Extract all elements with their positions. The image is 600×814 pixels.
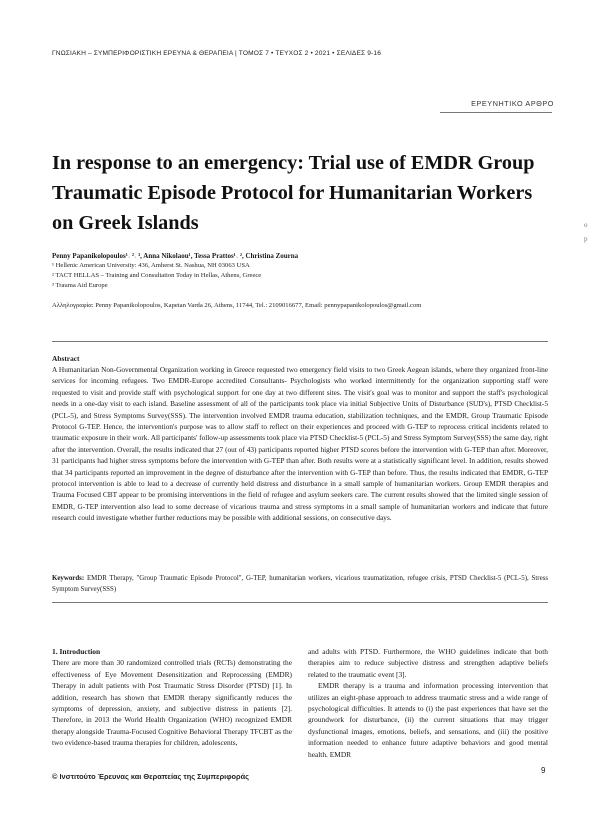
keywords-label: Keywords: [52, 575, 85, 582]
abstract-top-rule [52, 341, 548, 342]
right-column [308, 646, 548, 760]
affiliation: ³ Trauma Aid Europe [52, 282, 108, 289]
affiliation: ² TACT HELLAS – Training and Consultation Today in Hellas, Athens, Greece [52, 272, 262, 279]
abstract-heading: Abstract [52, 354, 80, 363]
keywords-text: EMDR Therapy, "Group Traumatic Episode Protocol", G-TEP, humanitarian workers, vicarious traumatization, refugee crisis, PTSD Checklist-5 (PCL-5), Stress Symptom Survey(SSS) [52, 575, 548, 594]
side-mark: p [584, 235, 588, 243]
correspondence: Αλληλογραφία: Penny Papanikolopoulos, Kapetan Varda 26, Athens, 11744, Tel.: 2109016677, Email: pennypapanikolopoulos@gmail.com [52, 302, 422, 309]
abstract-bottom-rule [52, 602, 548, 603]
left-column [52, 646, 292, 749]
keywords [52, 573, 548, 596]
author-list: Penny Papanikolopoulos¹˒ ²˒ ³, Anna Nikolaou¹, Tessa Prattos¹˒ ², Christina Zourna [52, 252, 299, 260]
abstract-text: A Humanitarian Non-Governmental Organization working in Greece requested two emergency field visits to two Greek Aegean islands, where they organized front-line services for incoming refugees. Two EMDR-Europe accredited Consultants- Psychologists who worked intermittently for the organization supporting staff were requested to visit and provide staff with psychological support for one day at two different sites. The visit's goal was to monitor and support the staff's psychological needs in a one-day visit to each island. Baseline assessment of all of the participants took place via initial Subjective Units of Disturbance (SUD's), PTSD Checklist-5 (PCL-5), and Stress Symptoms Survey(SSS). The intervention involved EMDR trauma education, stabilization techniques, and the EMDR, Group Traumatic Episode Protocol G-TEP. Hence, the intervention's purpose was to allow staff to reflect on their experiences and proceed with G-TEP to reprocess critical incidents related to traumatic exposure in their work. All participants' follow-up assessments took place via PTSD Checklist-5 (PCL-5) and Stress Symptom Survey(SSS) the same day, right after the intervention. Overall, the results indicated that 27 (out of 43) participants reported higher PTSD scores before the intervention with G-TEP than after. Moreover, 31 participants had higher stress symptoms before the intervention with G-TEP than after. Both results were at a statistically significant level. In addition, results showed that 34 participants reported an improvement in the degree of disturbance after the intervention with G-TEP than before. Thus, the results indicated that EMDR, G-TEP protocol intervention is able to lead to a decrease of currently held distress and disturbance in a small sample of humanitarian workers. Group EMDR therapies and Trauma Focused CBT appear to be promising interventions in the field of refugee and asylum seekers care. The current results showed that the limited single session of EMDR, G-TEP intervention also lead to some decrease of vicarious trauma and stress symptoms in a small sample of humanitarian workers and indicate that future research could investigate whether further reductions may be possible with additional sessions, on consecutive days. [52, 365, 548, 523]
side-marks [584, 218, 588, 246]
body-paragraph: There are more than 30 randomized controlled trials (RCTs) demonstrating the effectiveness of Eye Movement Desensitization and Reprocessing (EMDR) Therapy in adult patients with Post Traumatic Stress Disorder (PTSD) [1]. In addition, research has shown that EMDR therapy significantly reduces the symptoms of depression, anxiety, and subjective distress in patients [2]. Therefore, in 2013 the World Health Organization (WHO) recognized EMDR therapy alongside Trauma-Focused Cognitive Behavioral Therapy TFCBT as the two evidence-based trauma therapies for children, adolescents, [52, 658, 292, 748]
section-heading: 1. Introduction [52, 647, 101, 656]
body-paragraph: EMDR therapy is a trauma and information processing intervention that utilizes an eight-phase approach to address traumatic stress and a wide range of psychological difficulties. It attends to (i) the past experiences that have set the groundwork for disturbance, (ii) the current situations that may trigger dysfunctional images, emotions, beliefs, and sensations, and (iii) the positive information needed to enhance future adaptive behaviors and good mental health. EMDR [308, 681, 548, 759]
running-head: ΓΝΩΣΙΑΚΗ – ΣΥΜΠΕΡΙΦΟΡΙΣΤΙΚΗ ΕΡΕΥΝΑ & ΘΕΡΑΠΕΙΑ | ΤΟΜΟΣ 7 • ΤΕΥΧΟΣ 2 • 2021 • ΣΕΛΙΔΕΣ 9-16 [52, 50, 382, 57]
affiliation: ¹ Hellenic American University: 436, Amherst St. Nashua, NH 03063 USA [52, 262, 250, 269]
paper-title: In response to an emergency: Trial use of EMDR Group Traumatic Episode Protocol for Humanitarian Workers on Greek Islands [52, 152, 535, 234]
article-type-label: ΕΡΕΥΝΗΤΙΚΟ ΑΡΘΡΟ [471, 99, 554, 108]
page-number: 9 [541, 766, 546, 775]
article-type-rule [440, 112, 552, 113]
body-paragraph: and adults with PTSD. Furthermore, the WHO guidelines indicate that both therapies aim to reduce subjective distress and strengthen adaptive beliefs related to the traumatic event [3]. [308, 647, 548, 679]
side-mark: o [584, 221, 588, 229]
publisher-footer: © Ινστιτούτο Έρευνας και Θεραπείας της Συμπεριφοράς [52, 772, 249, 781]
